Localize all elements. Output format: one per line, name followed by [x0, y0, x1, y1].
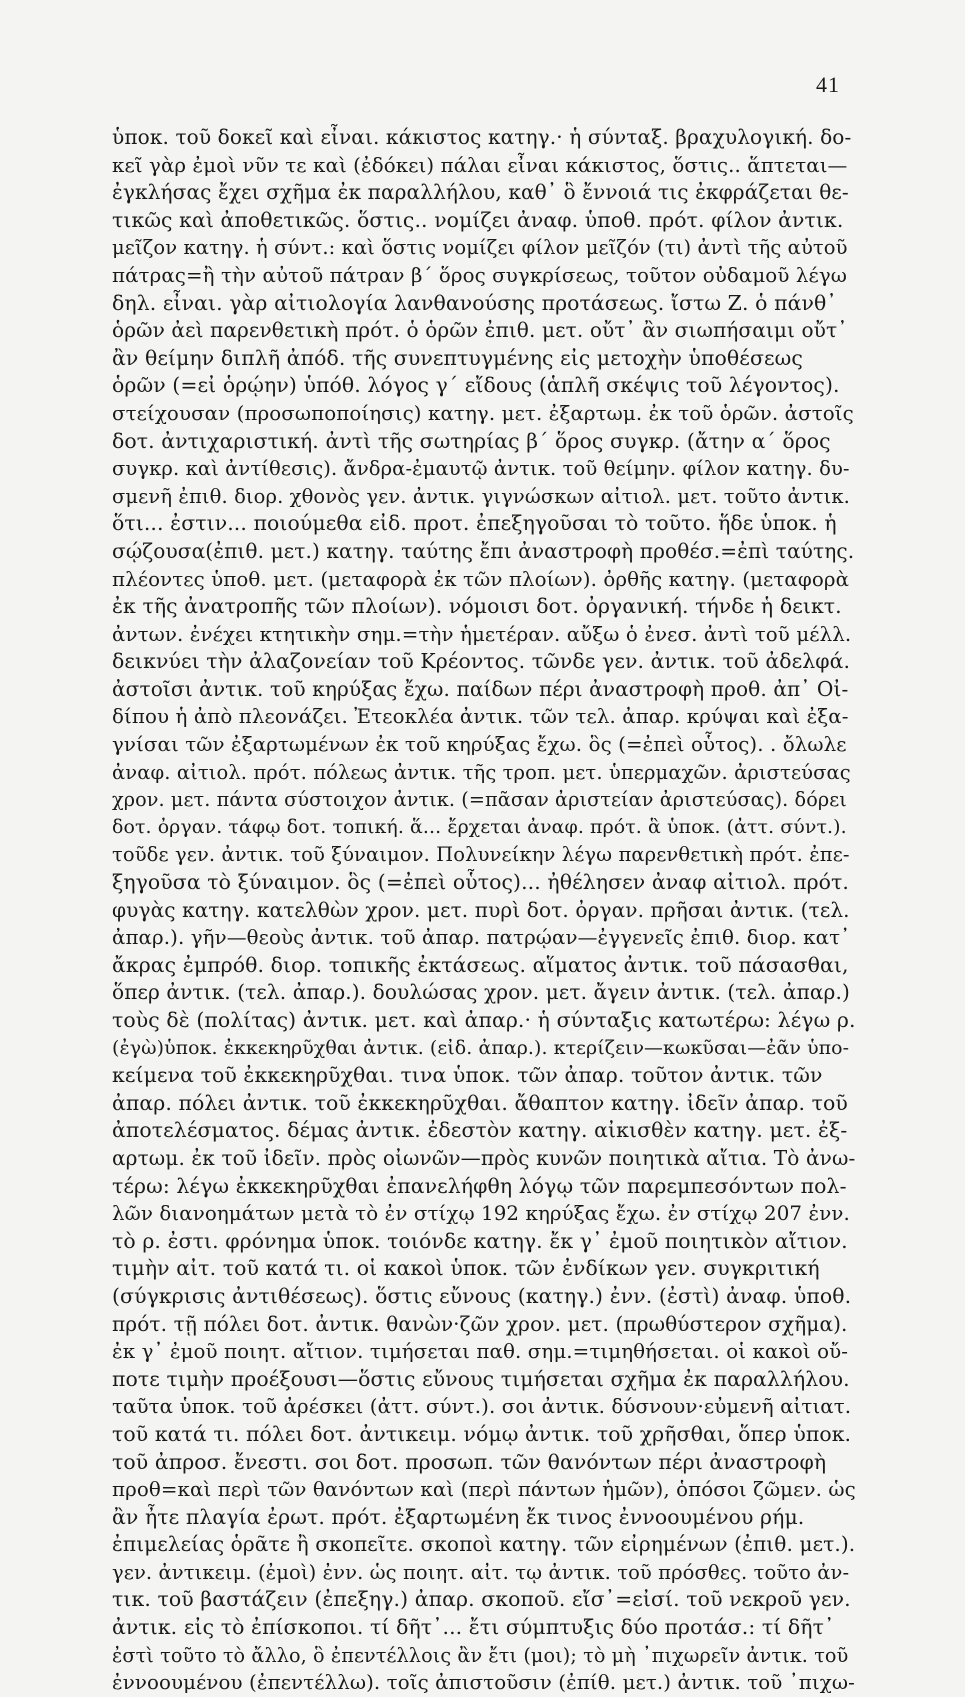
- text-line: πλέοντες ὑποθ. μετ. (μεταφορὰ ἐκ τῶν πλοίων). ὀρθῆς κατηγ. (μεταφορὰ: [112, 567, 850, 591]
- text-line: προθ=καὶ περὶ τῶν θανόντων καὶ (περὶ πάντων ἡμῶν), ὁπόσοι ζῶμεν. ὡς: [112, 1478, 856, 1502]
- text-line: στείχουσαν (προσωποποίησις) κατηγ. μετ. ἐξαρτωμ. ἐκ τοῦ ὁρῶν. ἀστοῖς: [112, 401, 854, 425]
- text-line: ἂν θείμην διπλῆ ἀπόδ. τῆς συνεπτυγμένης εἰς μετοχὴν ὑποθέσεως: [112, 345, 803, 370]
- text-line: δίπου ἡ ἀπὸ πλεονάζει. Ἐτεοκλέα ἀντικ. τῶν τελ. ἀπαρ. κρύψαι καὶ ἐξα-: [112, 705, 849, 729]
- text-line: ξηγοῦσα τὸ ξύναιμον. ὃς (=ἐπεὶ οὗτος)... ἠθέλησεν ἀναφ αἰτιολ. πρότ.: [112, 870, 849, 895]
- text-line: ἀντικ. εἰς τὸ ἐπίσκοποι. τί δῆτ᾽... ἔτι σύμπτυξις δύο προτάσ.: τί δῆτ᾽: [112, 1615, 835, 1640]
- text-line: ταῦτα ὑποκ. τοῦ ἀρέσκει (ἀττ. σύντ.). σοι ἀντικ. δύσνουν·εὐμενῆ αἰτιατ.: [112, 1395, 852, 1419]
- text-line: ποτε τιμὴν προέξουσι—ὅστις εὔνους τιμήσεται σχῆμα ἐκ παραλλήλου.: [112, 1366, 850, 1391]
- text-line: δοτ. ἀντιχαριστική. ἀντὶ τῆς σωτηρίας β´ ὅρος συγκρ. (ἄτην α´ ὅρος: [112, 428, 831, 453]
- text-line: σμενῆ ἐπιθ. διορ. χθονὸς γεν. ἀντικ. γιγνώσκων αἰτιολ. μετ. τοῦτο ἀντικ.: [112, 484, 850, 508]
- text-line: τικῶς καὶ ἀποθετικῶς. ὅστις.. νομίζει ἀναφ. ὑποθ. πρότ. φίλον ἀντικ.: [112, 207, 844, 232]
- text-line: ὑποκ. τοῦ δοκεῖ καὶ εἶναι. κάκιστος κατηγ.· ἡ σύνταξ. βραχυλογική. δο-: [112, 125, 852, 149]
- text-line: (σύγκρισις ἀντιθέσεως). ὅστις εὔνους (κατηγ.) ἐνν. (ἐστὶ) ἀναφ. ὑποθ.: [112, 1283, 852, 1308]
- text-line: ἀντων. ἐνέχει κτητικὴν σημ.=τὴν ἡμετέραν. αὔξω ὁ ἐνεσ. ἀντὶ τοῦ μέλλ.: [112, 622, 852, 646]
- text-line: ὁρῶν ἀεὶ παρενθετικὴ πρότ. ὁ ὁρῶν ἐπιθ. μετ. οὔτ᾽ ἂν σιωπήσαιμι οὔτ᾽: [112, 318, 848, 343]
- text-line: ἐγκλήσας ἔχει σχῆμα ἐκ παραλλήλου, καθ᾽ ὃ ἔννοιά τις ἐκφράζεται θε-: [112, 180, 849, 205]
- text-line: γνίσαι τῶν ἐξαρτωμένων ἐκ τοῦ κηρύξας ἔχω. ὃς (=ἐπεὶ οὗτος). . ὄλωλε: [112, 733, 847, 757]
- text-line: συγκρ. καὶ ἀντίθεσις). ἄνδρα-ἐμαυτῷ ἀντικ. τοῦ θείμην. φίλον κατηγ. δυ-: [112, 457, 850, 481]
- text-line: τοῦ κατά τι. πόλει δοτ. ἀντικειμ. νόμῳ ἀντικ. τοῦ χρῆσθαι, ὅπερ ὑποκ.: [112, 1421, 852, 1446]
- text-line: πάτρας=ἢ τὴν αὐτοῦ πάτραν β´ ὅρος συγκρίσεως, τοῦτον οὐδαμοῦ λέγω: [112, 263, 847, 287]
- text-line: τὸ ρ. ἐστι. φρόνημα ὑποκ. τοιόνδε κατηγ. ἔκ γ᾽ ἐμοῦ ποιητικὸν αἴτιον.: [112, 1228, 848, 1253]
- text-line: φυγὰς κατηγ. κατελθὼν χρον. μετ. πυρὶ δοτ. ὀργαν. πρῆσαι ἀντικ. (τελ.: [112, 897, 850, 922]
- text-line: δεικνύει τὴν ἀλαζονείαν τοῦ Κρέοντος. τῶνδε γεν. ἀντικ. τοῦ ἀδελφά.: [112, 649, 851, 674]
- text-line: σῴζουσα(ἐπιθ. μετ.) κατηγ. ταύτης ἔπι ἀναστροφὴ προθέσ.=ἐπὶ ταύτης.: [112, 538, 855, 563]
- text-line: ἀποτελέσματος. δέμας ἀντικ. ἐδεστὸν κατηγ. αἰκισθὲν κατηγ. μετ. ἐξ-: [112, 1118, 848, 1143]
- text-line: ὅπερ ἀντικ. (τελ. ἀπαρ.). δουλώσας χρον. μετ. ἄγειν ἀντικ. (τελ. ἀπαρ.): [112, 980, 850, 1005]
- text-line: ἐννοουμένου (ἐπεντέλλω). τοῖς ἀπιστοῦσιν (ἐπίθ. μετ.) ἀντικ. τοῦ ᾽πιχω-: [112, 1671, 855, 1695]
- text-line: (ἐγὼ)ὑποκ. ἐκκεκηρῦχθαι ἀντικ. (εἰδ. ἀπαρ.). κτερίζειν—κωκῦσαι—ἐᾶν ὑπο-: [112, 1036, 850, 1059]
- text-line: ἂν ἦτε πλαγία ἐρωτ. πρότ. ἐξαρτωμένη ἔκ τινος ἐννοουμένου ρήμ.: [112, 1504, 805, 1529]
- text-line: ἀπαρ.). γῆν—θεοὺς ἀντικ. τοῦ ἀπαρ. πατρῴαν—ἐγγενεῖς ἐπιθ. διορ. κατ᾽: [112, 926, 851, 950]
- text-line: κείμενα τοῦ ἐκκεκηρῦχθαι. τινα ὑποκ. τῶν ἀπαρ. τοῦτον ἀντικ. τῶν: [112, 1063, 823, 1088]
- text-line: ὅτι... ἐστιν... ποιούμεθα εἰδ. προτ. ἐπεξηγοῦσαι τὸ τοῦτο. ἥδε ὑποκ. ἡ: [112, 511, 837, 536]
- text-line: ὁρῶν (=εἰ ὁρῴην) ὑπόθ. λόγος γ´ εἴδους (ἁπλῆ σκέψις τοῦ λέγοντος).: [112, 373, 840, 398]
- text-line: ἀναφ. αἰτιολ. πρότ. πόλεως ἀντικ. τῆς τροπ. μετ. ὑπερμαχῶν. ἀριστεύσας: [112, 760, 851, 784]
- text-line: ἐκ γ᾽ ἐμοῦ ποιητ. αἴτιον. τιμήσεται παθ. σημ.=τιμηθήσεται. οἱ κακοὶ οὔ-: [112, 1340, 849, 1364]
- text-line: ἐπιμελείας ὁρᾶτε ἢ σκοπεῖτε. σκοποὶ κατηγ. τῶν εἰρημένων (ἐπιθ. μετ.).: [112, 1532, 856, 1557]
- text-line: χρον. μετ. πάντα σύστοιχον ἀντικ. (=πᾶσαν ἀριστείαν ἀριστεύσας). δόρει: [112, 788, 847, 812]
- commentary-text-block: [112, 124, 857, 1697]
- text-line: μεῖζον κατηγ. ἡ σύντ.: καὶ ὅστις νομίζει φίλον μεῖζόν (τι) ἀντὶ τῆς αὐτοῦ: [112, 236, 848, 260]
- text-line: τοὺς δὲ (πολίτας) ἀντικ. μετ. καὶ ἀπαρ.· ἡ σύνταξις κατωτέρω: λέγω ρ.: [112, 1008, 856, 1032]
- text-line: τικ. τοῦ βαστάζειν (ἐπεξηγ.) ἀπαρ. σκοποῦ. εἴσ᾽=εἰσί. τοῦ νεκροῦ γεν.: [112, 1587, 851, 1612]
- text-line: τοῦδε γεν. ἀντικ. τοῦ ξύναιμον. Πολυνείκην λέγω παρενθετικὴ πρότ. ἐπε-: [112, 843, 850, 867]
- text-line: γεν. ἀντικειμ. (ἐμοὶ) ἐνν. ὡς ποιητ. αἰτ. τῳ ἀντικ. τοῦ πρόσθες. τοῦτο ἀν-: [112, 1560, 850, 1584]
- text-line: τοῦ ἀπροσ. ἔνεστι. σοι δοτ. προσωπ. τῶν θανόντων πέρι ἀναστροφὴ: [112, 1449, 827, 1474]
- text-line: δηλ. εἶναι. γὰρ αἰτιολογία λανθανούσης προτάσεως. ἴστω Ζ. ὁ πάνθ᾽: [112, 290, 837, 315]
- text-line: δοτ. ὀργαν. τάφῳ δοτ. τοπική. ἅ... ἔρχεται ἀναφ. πρότ. ἃ ὑποκ. (ἀττ. σύντ.).: [112, 815, 847, 838]
- text-line: ἐστὶ τοῦτο τὸ ἄλλο, ὃ ἐπεντέλλοις ἂν ἔτι (μοι); τὸ μὴ ᾽πιχωρεῖν ἀντικ. τοῦ: [112, 1643, 849, 1667]
- text-line: τέρω: λέγω ἐκκεκηρῦχθαι ἐπανελήφθη λόγῳ τῶν παρεμπεσόντων πολ-: [112, 1173, 847, 1198]
- text-line: κεῖ γὰρ ἐμοὶ νῦν τε καὶ (ἐδόκει) πάλαι εἶναι κάκιστος, ὅστις.. ἅπτεται—: [112, 153, 848, 177]
- text-line: ἐκ τῆς ἀνατροπῆς τῶν πλοίων). νόμοισι δοτ. ὀργανική. τήνδε ἡ δεικτ.: [112, 594, 842, 619]
- page-number: 41: [816, 72, 840, 97]
- text-line: πρότ. τῇ πόλει δοτ. ἀντικ. θανὼν·ζῶν χρον. μετ. (πρωθύστερον σχῆμα).: [112, 1311, 848, 1336]
- text-line: ἄκρας ἐμπρόθ. διορ. τοπικῆς ἐκτάσεως. αἵματος ἀντικ. τοῦ πάσασθαι,: [112, 952, 849, 977]
- text-line: λῶν διανοημάτων μετὰ τὸ ἐν στίχῳ 192 κηρύξας ἔχω. ἐν στίχῳ 207 ἐνν.: [112, 1202, 850, 1226]
- text-line: ἀπαρ. πόλει ἀντικ. τοῦ ἐκκεκηρῦχθαι. ἄθαπτον κατηγ. ἰδεῖν ἀπαρ. τοῦ: [112, 1090, 848, 1115]
- text-line: τιμὴν αἰτ. τοῦ κατά τι. οἱ κακοὶ ὑποκ. τῶν ἐνδίκων γεν. συγκριτική: [112, 1256, 820, 1281]
- text-line: αρτωμ. ἐκ τοῦ ἰδεῖν. πρὸς οἰωνῶν—πρὸς κυνῶν ποιητικὰ αἴτια. Τὸ ἀνω-: [112, 1145, 856, 1170]
- text-line: ἀστοῖσι ἀντικ. τοῦ κηρύξας ἔχω. παίδων πέρι ἀναστροφὴ προθ. ἀπ᾽ Οἰ-: [112, 676, 849, 701]
